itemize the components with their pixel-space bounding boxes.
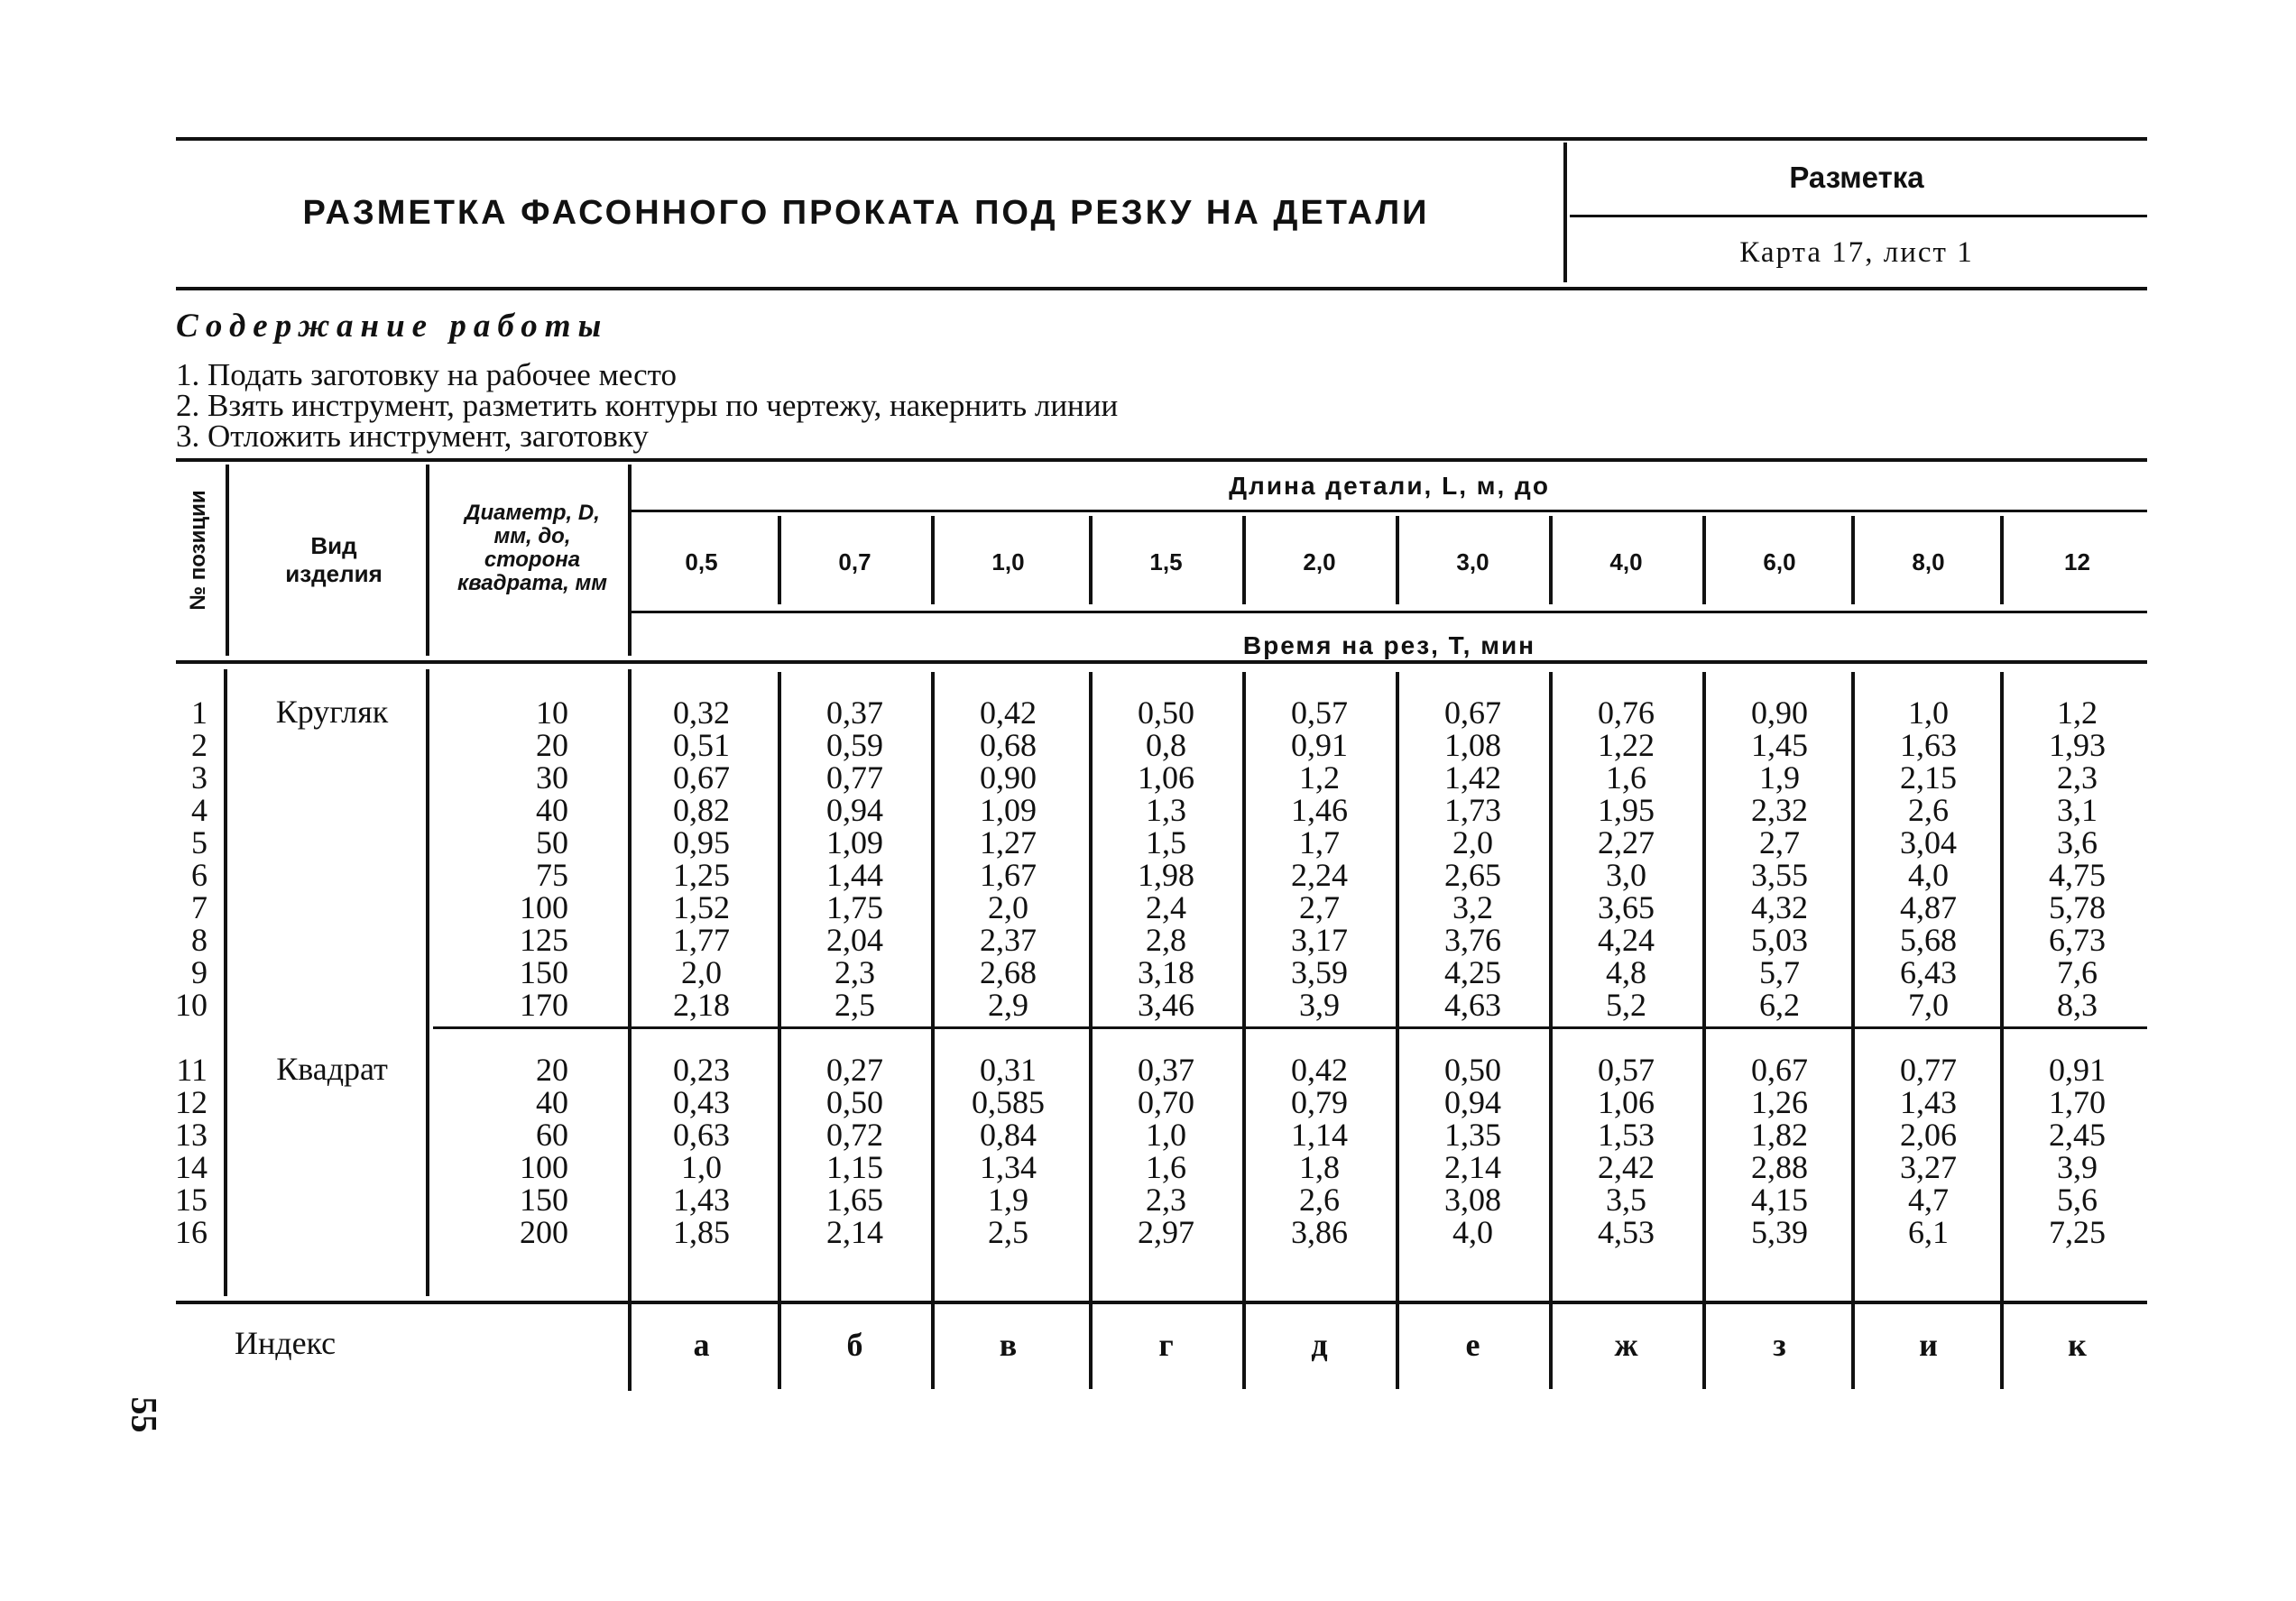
length-col-rule bbox=[931, 516, 935, 604]
time-value-cell: 2,5 bbox=[834, 987, 875, 1023]
time-value-cell: 2,68 bbox=[980, 954, 1037, 990]
time-value-cell: 3,04 bbox=[1900, 824, 1957, 860]
time-value-cell: 1,73 bbox=[1444, 792, 1501, 828]
time-value-column bbox=[1858, 1054, 1998, 1248]
step-3: 3. Отложить инструмент, заготовку bbox=[176, 419, 649, 454]
time-value-cell: 6,43 bbox=[1900, 954, 1957, 990]
time-value-cell: 0,585 bbox=[972, 1084, 1045, 1120]
time-value-cell: 1,5 bbox=[1146, 824, 1186, 860]
diameter-cell: 10 bbox=[536, 695, 568, 731]
time-value-cell: 0,90 bbox=[980, 759, 1037, 796]
time-value-cell: 3,2 bbox=[1452, 889, 1493, 925]
time-value-cell: 2,0 bbox=[681, 954, 722, 990]
time-value-cell: 3,55 bbox=[1751, 857, 1808, 893]
time-value-cell: 1,2 bbox=[1299, 759, 1340, 796]
time-value-cell: 0,59 bbox=[826, 727, 883, 763]
time-value-cell: 4,0 bbox=[1452, 1214, 1493, 1250]
time-value-cell: 1,25 bbox=[673, 857, 730, 893]
time-value-cell: 1,22 bbox=[1598, 727, 1655, 763]
diameter-cell: 75 bbox=[536, 857, 568, 893]
time-value-cell: 4,15 bbox=[1751, 1182, 1808, 1218]
time-value-cell: 1,70 bbox=[2049, 1084, 2106, 1120]
time-value-cell: 5,68 bbox=[1900, 922, 1957, 958]
time-value-cell: 0,79 bbox=[1291, 1084, 1348, 1120]
time-value-cell: 0,43 bbox=[673, 1084, 730, 1120]
index-cell: е bbox=[1465, 1327, 1480, 1363]
table-top-rule bbox=[176, 458, 2147, 462]
time-value-cell: 0,57 bbox=[1598, 1052, 1655, 1088]
time-value-cell: 1,82 bbox=[1751, 1117, 1808, 1153]
step-1: 1. Подать заготовку на рабочее место bbox=[176, 357, 678, 392]
position-cell: 3 bbox=[191, 759, 207, 796]
time-value-column bbox=[1249, 1054, 1389, 1248]
time-value-cell: 7,0 bbox=[1908, 987, 1949, 1023]
time-value-cell: 2,6 bbox=[1299, 1182, 1340, 1218]
time-value-cell: 0,42 bbox=[1291, 1052, 1348, 1088]
length-cell: 1,5 bbox=[1149, 548, 1183, 575]
time-value-cell: 1,98 bbox=[1138, 857, 1194, 893]
time-value-cell: 4,25 bbox=[1444, 954, 1501, 990]
length-cell: 6,0 bbox=[1763, 548, 1796, 575]
time-value-column bbox=[1403, 1054, 1543, 1248]
time-value-cell: 0,77 bbox=[826, 759, 883, 796]
time-value-cell: 1,0 bbox=[1146, 1117, 1186, 1153]
time-value-column bbox=[2007, 696, 2147, 1021]
time-value-cell: 0,50 bbox=[826, 1084, 883, 1120]
time-value-cell: 2,15 bbox=[1900, 759, 1957, 796]
time-value-cell: 2,0 bbox=[1452, 824, 1493, 860]
time-value-cell: 5,78 bbox=[2049, 889, 2106, 925]
time-value-cell: 3,1 bbox=[2057, 792, 2098, 828]
time-value-cell: 0,42 bbox=[980, 695, 1037, 731]
time-value-column bbox=[785, 696, 925, 1021]
time-value-cell: 1,27 bbox=[980, 824, 1037, 860]
value-col-rule bbox=[1702, 672, 1706, 1389]
index-cell: и bbox=[1919, 1327, 1938, 1363]
time-value-column bbox=[1096, 696, 1236, 1021]
time-value-cell: 1,52 bbox=[673, 889, 730, 925]
value-col-rule bbox=[1089, 672, 1093, 1389]
length-cell: 2,0 bbox=[1303, 548, 1336, 575]
index-label: Индекс bbox=[235, 1325, 337, 1361]
time-value-cell: 0,50 bbox=[1138, 695, 1194, 731]
time-value-column bbox=[1710, 1054, 1849, 1248]
time-value-cell: 7,25 bbox=[2049, 1214, 2106, 1250]
time-value-cell: 0,91 bbox=[1291, 727, 1348, 763]
position-cell: 12 bbox=[175, 1084, 207, 1120]
diameter-cell: 20 bbox=[536, 1052, 568, 1088]
length-col-rule bbox=[1089, 516, 1093, 604]
length-col-rule bbox=[778, 516, 781, 604]
time-value-cell: 0,37 bbox=[826, 695, 883, 731]
section-name: Разметка bbox=[1789, 161, 1924, 194]
col-rule-pos bbox=[226, 465, 229, 656]
diameter-column-header: Диаметр, D, мм, до, сторона квадрата, мм bbox=[456, 501, 608, 595]
index-cell: г bbox=[1158, 1327, 1174, 1363]
time-value-cell: 1,63 bbox=[1900, 727, 1957, 763]
position-cell: 1 bbox=[191, 695, 207, 731]
time-value-cell: 3,65 bbox=[1598, 889, 1655, 925]
time-value-cell: 0,67 bbox=[1444, 695, 1501, 731]
diameter-values bbox=[424, 1054, 568, 1248]
time-value-column bbox=[1556, 696, 1696, 1021]
diameter-cell: 40 bbox=[536, 1084, 568, 1120]
length-cell: 0,5 bbox=[685, 548, 718, 575]
time-value-cell: 0,70 bbox=[1138, 1084, 1194, 1120]
kind-column-header: Вид изделия bbox=[285, 532, 383, 587]
time-value-cell: 3,76 bbox=[1444, 922, 1501, 958]
time-value-cell: 1,95 bbox=[1598, 792, 1655, 828]
length-header-rule bbox=[632, 510, 2147, 512]
col-rule-pos-body bbox=[224, 669, 227, 1296]
time-value-cell: 3,17 bbox=[1291, 922, 1348, 958]
position-cell: 6 bbox=[191, 857, 207, 893]
time-value-cell: 1,77 bbox=[673, 922, 730, 958]
time-value-cell: 2,45 bbox=[2049, 1117, 2106, 1153]
value-col-rule bbox=[1396, 672, 1399, 1389]
time-value-cell: 2,65 bbox=[1444, 857, 1501, 893]
time-value-column bbox=[938, 1054, 1078, 1248]
time-value-cell: 1,75 bbox=[826, 889, 883, 925]
header-top-rule bbox=[176, 137, 2147, 141]
position-numbers bbox=[153, 1054, 207, 1248]
time-value-column bbox=[1403, 696, 1543, 1021]
time-value-cell: 2,6 bbox=[1908, 792, 1949, 828]
time-value-cell: 3,5 bbox=[1606, 1182, 1646, 1218]
time-value-cell: 0,91 bbox=[2049, 1052, 2106, 1088]
time-value-cell: 0,76 bbox=[1598, 695, 1655, 731]
time-value-cell: 1,53 bbox=[1598, 1117, 1655, 1153]
position-cell: 2 bbox=[191, 727, 207, 763]
time-value-cell: 0,8 bbox=[1146, 727, 1186, 763]
time-value-cell: 1,9 bbox=[988, 1182, 1028, 1218]
time-value-cell: 1,6 bbox=[1606, 759, 1646, 796]
time-value-cell: 2,3 bbox=[2057, 759, 2098, 796]
time-value-cell: 2,24 bbox=[1291, 857, 1348, 893]
time-value-cell: 2,04 bbox=[826, 922, 883, 958]
time-value-column bbox=[632, 696, 771, 1021]
time-value-cell: 6,2 bbox=[1759, 987, 1800, 1023]
diameter-cell: 100 bbox=[520, 1149, 568, 1185]
diameter-cell: 30 bbox=[536, 759, 568, 796]
diameter-cell: 125 bbox=[520, 922, 568, 958]
time-value-cell: 3,6 bbox=[2057, 824, 2098, 860]
time-value-cell: 1,46 bbox=[1291, 792, 1348, 828]
diameter-cell: 100 bbox=[520, 889, 568, 925]
time-value-cell: 2,97 bbox=[1138, 1214, 1194, 1250]
diameter-cell: 20 bbox=[536, 727, 568, 763]
time-value-cell: 2,7 bbox=[1759, 824, 1800, 860]
time-value-column bbox=[1096, 1054, 1236, 1248]
time-value-column bbox=[938, 696, 1078, 1021]
time-value-cell: 0,57 bbox=[1291, 695, 1348, 731]
time-value-cell: 1,34 bbox=[980, 1149, 1037, 1185]
length-col-rule bbox=[1851, 516, 1855, 604]
col-rule-kind bbox=[426, 465, 429, 656]
length-cell: 8,0 bbox=[1912, 548, 1945, 575]
time-value-cell: 1,44 bbox=[826, 857, 883, 893]
time-value-cell: 0,63 bbox=[673, 1117, 730, 1153]
card-info: Карта 17, лист 1 bbox=[1739, 236, 1974, 269]
time-value-cell: 2,88 bbox=[1751, 1149, 1808, 1185]
length-col-rule bbox=[1702, 516, 1706, 604]
kind-label: Кругляк bbox=[275, 694, 389, 730]
time-value-cell: 3,27 bbox=[1900, 1149, 1957, 1185]
time-value-cell: 4,53 bbox=[1598, 1214, 1655, 1250]
time-value-cell: 0,72 bbox=[826, 1117, 883, 1153]
time-value-cell: 1,0 bbox=[1908, 695, 1949, 731]
time-value-column bbox=[2007, 1054, 2147, 1248]
time-value-cell: 4,75 bbox=[2049, 857, 2106, 893]
time-value-cell: 6,73 bbox=[2049, 922, 2106, 958]
time-value-cell: 3,46 bbox=[1138, 987, 1194, 1023]
length-header: Длина детали, L, м, до bbox=[1229, 472, 1550, 500]
time-value-cell: 2,3 bbox=[1146, 1182, 1186, 1218]
time-value-cell: 1,43 bbox=[1900, 1084, 1957, 1120]
index-cell: а bbox=[693, 1327, 710, 1363]
time-value-cell: 7,6 bbox=[2057, 954, 2098, 990]
time-value-cell: 2,7 bbox=[1299, 889, 1340, 925]
index-cell: в bbox=[999, 1327, 1018, 1363]
position-cell: 4 bbox=[191, 792, 207, 828]
position-cell: 10 bbox=[175, 987, 207, 1023]
time-value-cell: 0,67 bbox=[673, 759, 730, 796]
time-value-cell: 1,43 bbox=[673, 1182, 730, 1218]
time-value-cell: 3,0 bbox=[1606, 857, 1646, 893]
time-value-cell: 2,18 bbox=[673, 987, 730, 1023]
time-value-cell: 1,14 bbox=[1291, 1117, 1348, 1153]
length-col-rule bbox=[1549, 516, 1553, 604]
time-value-cell: 0,94 bbox=[826, 792, 883, 828]
kind-label: Квадрат bbox=[276, 1051, 388, 1087]
time-value-cell: 5,2 bbox=[1606, 987, 1646, 1023]
time-value-cell: 3,59 bbox=[1291, 954, 1348, 990]
time-value-cell: 4,24 bbox=[1598, 922, 1655, 958]
time-value-cell: 4,8 bbox=[1606, 954, 1646, 990]
time-value-cell: 2,8 bbox=[1146, 922, 1186, 958]
time-value-cell: 1,2 bbox=[2057, 695, 2098, 731]
length-cell: 1,0 bbox=[991, 548, 1025, 575]
value-col-rule bbox=[1851, 672, 1855, 1389]
value-col-rule bbox=[931, 672, 935, 1389]
time-value-cell: 1,65 bbox=[826, 1182, 883, 1218]
time-value-cell: 1,09 bbox=[980, 792, 1037, 828]
content-heading: Содержание работы bbox=[176, 308, 609, 345]
time-value-cell: 2,5 bbox=[988, 1214, 1028, 1250]
time-value-cell: 1,93 bbox=[2049, 727, 2106, 763]
time-value-cell: 1,6 bbox=[1146, 1149, 1186, 1185]
diameter-cell: 200 bbox=[520, 1214, 568, 1250]
length-cell: 0,7 bbox=[838, 548, 871, 575]
time-value-cell: 1,06 bbox=[1138, 759, 1194, 796]
time-value-cell: 4,0 bbox=[1908, 857, 1949, 893]
header-right-rule bbox=[1570, 215, 2147, 217]
diameter-cell: 60 bbox=[536, 1117, 568, 1153]
time-value-column bbox=[1858, 696, 1998, 1021]
time-value-cell: 2,37 bbox=[980, 922, 1037, 958]
time-value-cell: 2,4 bbox=[1146, 889, 1186, 925]
position-cell: 15 bbox=[175, 1182, 207, 1218]
time-value-cell: 1,06 bbox=[1598, 1084, 1655, 1120]
time-value-column bbox=[785, 1054, 925, 1248]
time-value-cell: 2,0 bbox=[988, 889, 1028, 925]
time-value-cell: 2,9 bbox=[988, 987, 1028, 1023]
time-value-cell: 1,42 bbox=[1444, 759, 1501, 796]
time-value-column bbox=[1556, 1054, 1696, 1248]
time-value-cell: 0,68 bbox=[980, 727, 1037, 763]
time-value-cell: 3,9 bbox=[1299, 987, 1340, 1023]
time-value-cell: 4,63 bbox=[1444, 987, 1501, 1023]
time-header: Время на рез, T, мин bbox=[1242, 631, 1536, 659]
time-value-cell: 0,94 bbox=[1444, 1084, 1501, 1120]
position-cell: 11 bbox=[176, 1052, 207, 1088]
position-cell: 9 bbox=[191, 954, 207, 990]
index-cell: ж bbox=[1614, 1327, 1638, 1363]
index-cell: з bbox=[1773, 1327, 1786, 1363]
time-value-column bbox=[1249, 696, 1389, 1021]
length-values-rule bbox=[632, 611, 2147, 613]
time-value-cell: 1,9 bbox=[1759, 759, 1800, 796]
time-value-cell: 0,23 bbox=[673, 1052, 730, 1088]
position-cell: 13 bbox=[175, 1117, 207, 1153]
diameter-cell: 170 bbox=[520, 987, 568, 1023]
diameter-cell: 40 bbox=[536, 792, 568, 828]
time-value-cell: 1,26 bbox=[1751, 1084, 1808, 1120]
time-value-cell: 1,67 bbox=[980, 857, 1037, 893]
diameter-values bbox=[424, 696, 568, 1021]
time-value-cell: 1,0 bbox=[681, 1149, 722, 1185]
length-col-rule bbox=[2000, 516, 2004, 604]
time-value-cell: 1,7 bbox=[1299, 824, 1340, 860]
time-value-cell: 3,9 bbox=[2057, 1149, 2098, 1185]
time-value-cell: 5,03 bbox=[1751, 922, 1808, 958]
time-value-cell: 1,3 bbox=[1146, 792, 1186, 828]
diameter-cell: 150 bbox=[520, 954, 568, 990]
time-value-cell: 0,95 bbox=[673, 824, 730, 860]
time-value-cell: 5,39 bbox=[1751, 1214, 1808, 1250]
position-cell: 7 bbox=[191, 889, 207, 925]
length-cell: 4,0 bbox=[1609, 548, 1643, 575]
time-value-cell: 4,7 bbox=[1908, 1182, 1949, 1218]
page-number: 55 bbox=[124, 1396, 165, 1433]
time-value-cell: 4,32 bbox=[1751, 889, 1808, 925]
step-2: 2. Взять инструмент, разметить контуры по чертежу, накернить линии bbox=[176, 388, 1119, 423]
time-value-cell: 2,3 bbox=[834, 954, 875, 990]
time-value-cell: 1,85 bbox=[673, 1214, 730, 1250]
page-title: РАЗМЕТКА ФАСОННОГО ПРОКАТА ПОД РЕЗКУ НА ДЕТАЛИ bbox=[302, 194, 1430, 232]
time-value-cell: 2,14 bbox=[826, 1214, 883, 1250]
time-value-cell: 0,82 bbox=[673, 792, 730, 828]
time-value-cell: 4,87 bbox=[1900, 889, 1957, 925]
value-col-rule bbox=[2000, 672, 2004, 1389]
table-head-bottom-rule bbox=[176, 660, 2147, 664]
diameter-cell: 50 bbox=[536, 824, 568, 860]
index-cell: д bbox=[1311, 1327, 1328, 1363]
position-cell: 14 bbox=[175, 1149, 207, 1185]
time-value-cell: 0,27 bbox=[826, 1052, 883, 1088]
time-value-cell: 0,90 bbox=[1751, 695, 1808, 731]
time-value-cell: 2,14 bbox=[1444, 1149, 1501, 1185]
value-col-rule bbox=[778, 672, 781, 1389]
index-cell: б bbox=[846, 1327, 863, 1363]
length-cell: 3,0 bbox=[1456, 548, 1489, 575]
time-value-cell: 1,09 bbox=[826, 824, 883, 860]
value-col-rule bbox=[1549, 672, 1553, 1389]
length-col-rule bbox=[1242, 516, 1246, 604]
position-numbers bbox=[153, 696, 207, 1021]
time-value-cell: 5,6 bbox=[2057, 1182, 2098, 1218]
time-value-cell: 0,31 bbox=[980, 1052, 1037, 1088]
time-value-cell: 6,1 bbox=[1908, 1214, 1949, 1250]
time-value-cell: 2,42 bbox=[1598, 1149, 1655, 1185]
time-value-cell: 3,86 bbox=[1291, 1214, 1348, 1250]
time-value-column bbox=[632, 1054, 771, 1248]
time-value-cell: 2,32 bbox=[1751, 792, 1808, 828]
time-value-column bbox=[1710, 696, 1849, 1021]
time-value-cell: 1,15 bbox=[826, 1149, 883, 1185]
header-bottom-rule bbox=[176, 287, 2147, 290]
time-value-cell: 5,7 bbox=[1759, 954, 1800, 990]
time-value-cell: 1,8 bbox=[1299, 1149, 1340, 1185]
time-value-cell: 0,67 bbox=[1751, 1052, 1808, 1088]
time-value-cell: 1,08 bbox=[1444, 727, 1501, 763]
time-value-cell: 0,77 bbox=[1900, 1052, 1957, 1088]
diameter-cell: 150 bbox=[520, 1182, 568, 1218]
position-cell: 8 bbox=[191, 922, 207, 958]
index-cell: к bbox=[2068, 1327, 2087, 1363]
time-value-cell: 0,51 bbox=[673, 727, 730, 763]
length-col-rule bbox=[1396, 516, 1399, 604]
time-value-cell: 0,37 bbox=[1138, 1052, 1194, 1088]
position-cell: 5 bbox=[191, 824, 207, 860]
position-cell: 16 bbox=[175, 1214, 207, 1250]
value-col-rule bbox=[1242, 672, 1246, 1389]
header-divider bbox=[1563, 143, 1567, 282]
time-value-cell: 2,27 bbox=[1598, 824, 1655, 860]
time-value-cell: 8,3 bbox=[2057, 987, 2098, 1023]
time-value-cell: 3,18 bbox=[1138, 954, 1194, 990]
time-value-cell: 0,50 bbox=[1444, 1052, 1501, 1088]
length-cell: 12 bbox=[2064, 548, 2090, 575]
time-value-cell: 1,45 bbox=[1751, 727, 1808, 763]
time-value-cell: 1,35 bbox=[1444, 1117, 1501, 1153]
time-value-cell: 0,32 bbox=[673, 695, 730, 731]
time-value-cell: 2,06 bbox=[1900, 1117, 1957, 1153]
group-separator-rule bbox=[433, 1026, 2147, 1029]
time-value-cell: 3,08 bbox=[1444, 1182, 1501, 1218]
time-value-cell: 0,84 bbox=[980, 1117, 1037, 1153]
